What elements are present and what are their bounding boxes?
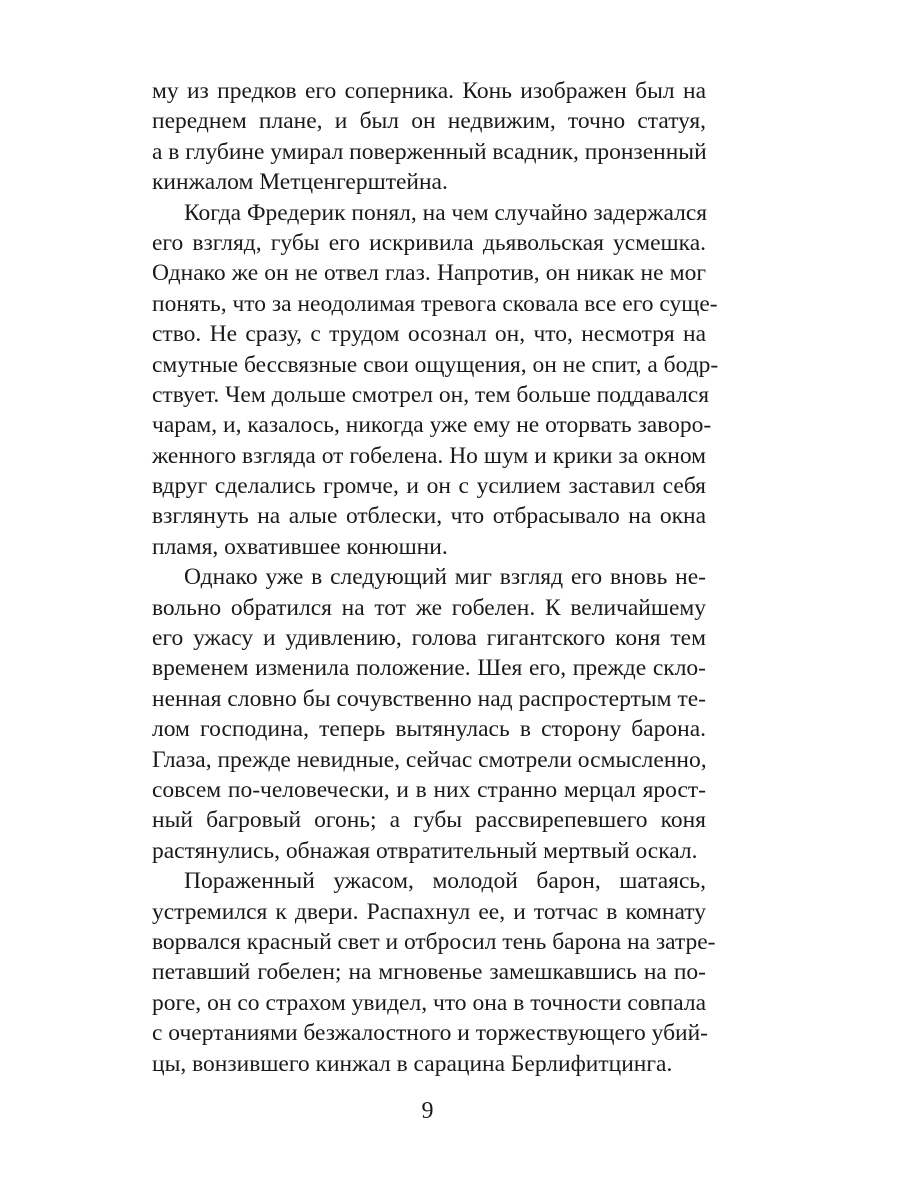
text-line: женного взгляда от гобелена. Но шум и крики за окном <box>152 442 706 469</box>
page-number: 9 <box>421 1098 434 1124</box>
text-line: Пораженный ужасом, молодой барон, шатаясь, <box>184 868 706 895</box>
text-line: совсем по-человечески, и в них странно мерцал ярост- <box>152 776 706 803</box>
text-line: переднем плане, и был он недвижим, точно статуя, <box>152 108 706 135</box>
text-line: его взгляд, губы его искривила дьявольская усмешка. <box>152 229 706 256</box>
paragraph-4 <box>152 866 716 1079</box>
text-line: ствует. Чем дольше смотрел он, тем больше поддавался <box>152 381 710 408</box>
paragraph-2 <box>152 198 719 563</box>
text-line: кинжалом Метценгерштейна. <box>152 169 448 196</box>
text-line: растянулись, обнажая отвратительный мертвый оскал. <box>152 837 698 864</box>
text-line: ворвался красный свет и отбросил тень барона на затре- <box>152 928 716 955</box>
text-line: устремился к двери. Распахнул ее, и тотчас в комнату <box>152 898 706 925</box>
text-line: ненная словно бы сочувственно над распростертым те- <box>152 685 706 712</box>
text-line: Глаза, прежде невидные, сейчас смотрели осмысленно, <box>152 746 707 773</box>
body-text <box>152 76 719 1079</box>
text-line: вольно обратился на тот же гобелен. К величайшему <box>152 594 706 621</box>
text-line: роге, он со страхом увидел, что она в точности совпала <box>152 989 706 1016</box>
text-line: понять, что за неодолимая тревога сковала все его суще- <box>152 290 718 317</box>
text-line: Когда Фредерик понял, на чем случайно задержался <box>184 199 708 226</box>
text-line: Однако же он не отвел глаз. Напротив, он никак не мог <box>152 260 706 287</box>
text-line: смутные бессвязные свои ощущения, он не спит, а бодр- <box>152 351 719 378</box>
text-line: временем изменила положение. Шея его, прежде скло- <box>152 655 706 682</box>
text-line: ство. Не сразу, с трудом осознал он, что, несмотря на <box>152 321 706 348</box>
text-line: цы, вонзившего кинжал в сарацина Берлифитцинга. <box>152 1050 673 1077</box>
text-line: му из предков его соперника. Конь изображен был на <box>152 78 706 104</box>
text-line: пламя, охватившее конюшни. <box>152 533 448 560</box>
paragraph-3 <box>152 562 706 866</box>
text-line: лом господина, теперь вытянулась в сторону барона. <box>152 716 706 743</box>
text-line: ный багровый огонь; а губы рассвирепевшего коня <box>152 807 706 834</box>
text-line: чарам, и, казалось, никогда уже ему не оторвать заворо- <box>152 412 712 439</box>
text-line: с очертаниями безжалостного и торжествующего убий- <box>152 1020 709 1047</box>
text-line: вдруг сделались громче, и он с усилием заставил себя <box>152 473 706 500</box>
paragraph-1 <box>152 76 706 198</box>
text-line: петавший гобелен; на мгновенье замешкавшись на по- <box>152 959 706 986</box>
text-line: взглянуть на алые отблески, что отбрасывало на окна <box>152 503 706 530</box>
text-line: Однако уже в следующий миг взгляд его вновь не- <box>184 564 706 591</box>
text-line: а в глубине умирал поверженный всадник, пронзенный <box>152 138 707 165</box>
text-line: его ужасу и удивлению, голова гигантского коня тем <box>152 625 706 652</box>
